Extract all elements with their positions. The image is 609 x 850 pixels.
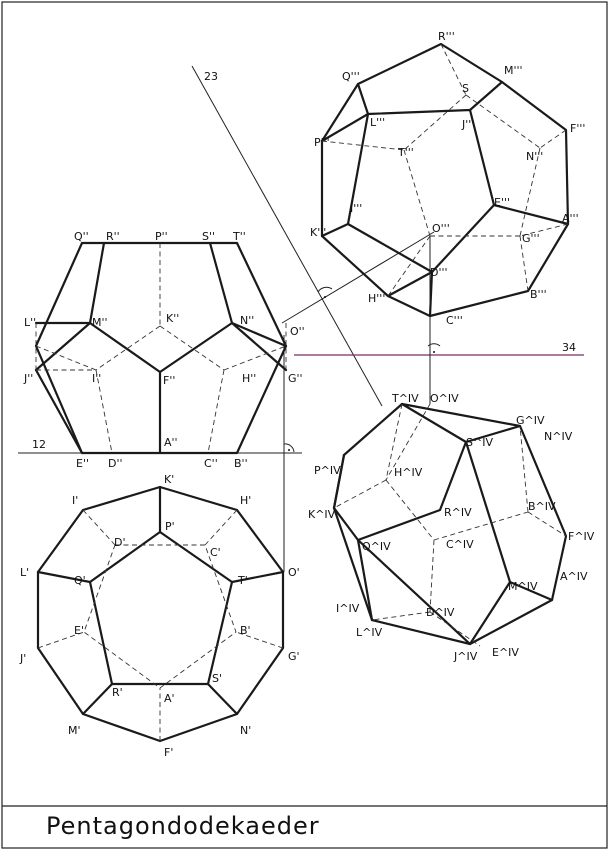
label-front-P: P'': [155, 230, 168, 243]
label-fourth-P: P^IV: [314, 464, 341, 477]
label-third-Q: Q''': [342, 70, 360, 83]
fourth-hidden-D-L: [372, 612, 430, 620]
label-fourth-K: K^IV: [308, 508, 336, 521]
label-third-E: E''': [494, 196, 511, 209]
label-fourth-M: M^IV: [508, 580, 538, 593]
label-front-B: B'': [234, 457, 248, 470]
fourth-edge-P-K: [334, 455, 344, 508]
label-front-F: F'': [163, 374, 176, 387]
label-third-P: P''': [314, 136, 330, 149]
label-fourth-H: H^IV: [394, 466, 423, 479]
top-edge-M-R: [83, 684, 112, 714]
label-front-D: D'': [108, 457, 123, 470]
label-third-N: N''': [526, 150, 544, 163]
label-fourth-D: D^IV: [426, 606, 455, 619]
label-top-K: K': [164, 473, 175, 486]
label-fourth-I: I^IV: [336, 602, 360, 615]
label-fourth-A: A^IV: [560, 570, 588, 583]
label-fourth-Q: Q^IV: [362, 540, 391, 553]
third-hidden-F-N: [540, 130, 566, 148]
label-front-I: I'': [92, 372, 102, 385]
label-third-J: J''': [462, 118, 475, 131]
front-edge-N-F: [160, 323, 232, 372]
axis-label-12: 12: [32, 438, 46, 451]
front-view: [36, 243, 286, 453]
label-fourth-N: N^IV: [544, 430, 573, 443]
label-top-F: F': [164, 746, 174, 759]
label-third-A: A''': [562, 212, 579, 225]
third-edge-M-J: [470, 82, 502, 110]
label-fourth-J: J^IV: [454, 650, 478, 663]
projector-O-front-third: [282, 232, 434, 323]
label-front-M: M'': [92, 316, 108, 329]
label-third-S: S: [462, 82, 469, 95]
top-edge-N-S: [208, 684, 237, 714]
label-top-B: B': [240, 624, 251, 637]
label-fourth-S: S^IV: [466, 436, 493, 449]
label-top-N: N': [240, 724, 252, 737]
fourth-hidden-B-N: [520, 426, 528, 512]
label-third-L: L''': [370, 116, 386, 129]
axis-label-23: 23: [204, 70, 218, 83]
third-hidden-T-O: [404, 150, 430, 236]
label-front-K: K'': [166, 312, 180, 325]
label-top-M: M': [68, 724, 81, 737]
label-fourth-C: C^IV: [446, 538, 474, 551]
label-fourth-O: O^IV: [430, 392, 459, 405]
label-third-B: B''': [530, 288, 547, 301]
label-third-K: K''': [310, 226, 327, 239]
third-edge-H-D: [388, 272, 432, 296]
label-top-I: I': [72, 494, 79, 507]
front-hidden-K-H: [160, 326, 224, 370]
label-top-O: O': [288, 566, 300, 579]
right-angle-mark-23: [318, 287, 332, 292]
label-third-H: H''': [368, 292, 386, 305]
top-view: [38, 487, 283, 741]
fourth-hidden-H-K: [334, 480, 386, 508]
fourth-hidden-H-C: [386, 480, 434, 540]
label-fourth-B: B^IV: [528, 500, 556, 513]
label-top-Q: Q': [74, 574, 86, 587]
label-front-C: C'': [204, 457, 218, 470]
label-top-R: R': [112, 686, 123, 699]
label-front-T: T'': [233, 230, 246, 243]
label-third-I: I''': [350, 202, 363, 215]
third-front-face: [348, 110, 494, 272]
front-edge-M-F: [90, 323, 160, 372]
label-front-L: L'': [24, 316, 37, 329]
label-third-F: F''': [570, 122, 586, 135]
label-third-T: T''': [398, 146, 414, 159]
top-hidden-I-D: [83, 510, 115, 545]
point-dot-23: [324, 296, 326, 298]
label-front-J: J'': [24, 372, 34, 385]
label-top-P: P': [165, 520, 175, 533]
third-edge-Q-L: [358, 84, 368, 114]
label-third-D: D''': [430, 266, 448, 279]
label-front-A: A'': [164, 436, 178, 449]
top-hidden-H-C: [205, 510, 237, 545]
label-top-C: C': [210, 546, 221, 559]
label-front-Q: Q'': [74, 230, 89, 243]
third-hidden-S-T: [404, 95, 466, 150]
label-front-H: H'': [242, 372, 257, 385]
label-front-E: E'': [76, 457, 89, 470]
axis-label-34: 34: [562, 341, 576, 354]
front-edge-S-N: [210, 243, 232, 323]
label-top-D: D': [114, 536, 126, 549]
front-edge-R-M: [90, 243, 104, 323]
label-top-A: A': [164, 692, 175, 705]
label-top-S: S': [212, 672, 223, 685]
label-third-R: R''': [438, 30, 455, 43]
label-front-R: R'': [106, 230, 120, 243]
label-fourth-L: L^IV: [356, 626, 383, 639]
label-top-T: T': [238, 574, 248, 587]
label-top-L: L': [20, 566, 30, 579]
label-top-H: H': [240, 494, 252, 507]
label-fourth-E: E^IV: [492, 646, 519, 659]
point-dot-12: [288, 449, 290, 451]
label-fourth-T: T^IV: [392, 392, 419, 405]
label-top-E: E': [74, 624, 84, 637]
label-top-G: G': [288, 650, 300, 663]
label-front-N: N'': [240, 314, 255, 327]
front-hidden-H-C: [208, 370, 224, 453]
third-view-labels: [310, 30, 585, 327]
fourth-edge-P-Q: [334, 508, 358, 540]
label-fourth-G: G^IV: [516, 414, 545, 427]
label-fourth-R: R^IV: [444, 506, 472, 519]
label-front-G: G'': [288, 372, 303, 385]
label-fourth-F: F^IV: [568, 530, 595, 543]
label-third-G: G''': [522, 232, 540, 245]
label-third-M: M''': [504, 64, 523, 77]
label-top-J: J': [20, 652, 27, 665]
fourth-hidden-C-D: [430, 540, 434, 612]
label-front-S: S'': [202, 230, 216, 243]
point-dot-34: [433, 351, 435, 353]
drawing-title: Pentagondodekaeder: [46, 812, 320, 840]
label-third-O: O''': [432, 222, 450, 235]
label-third-C: C''': [446, 314, 463, 327]
label-front-O: O'': [290, 325, 305, 338]
